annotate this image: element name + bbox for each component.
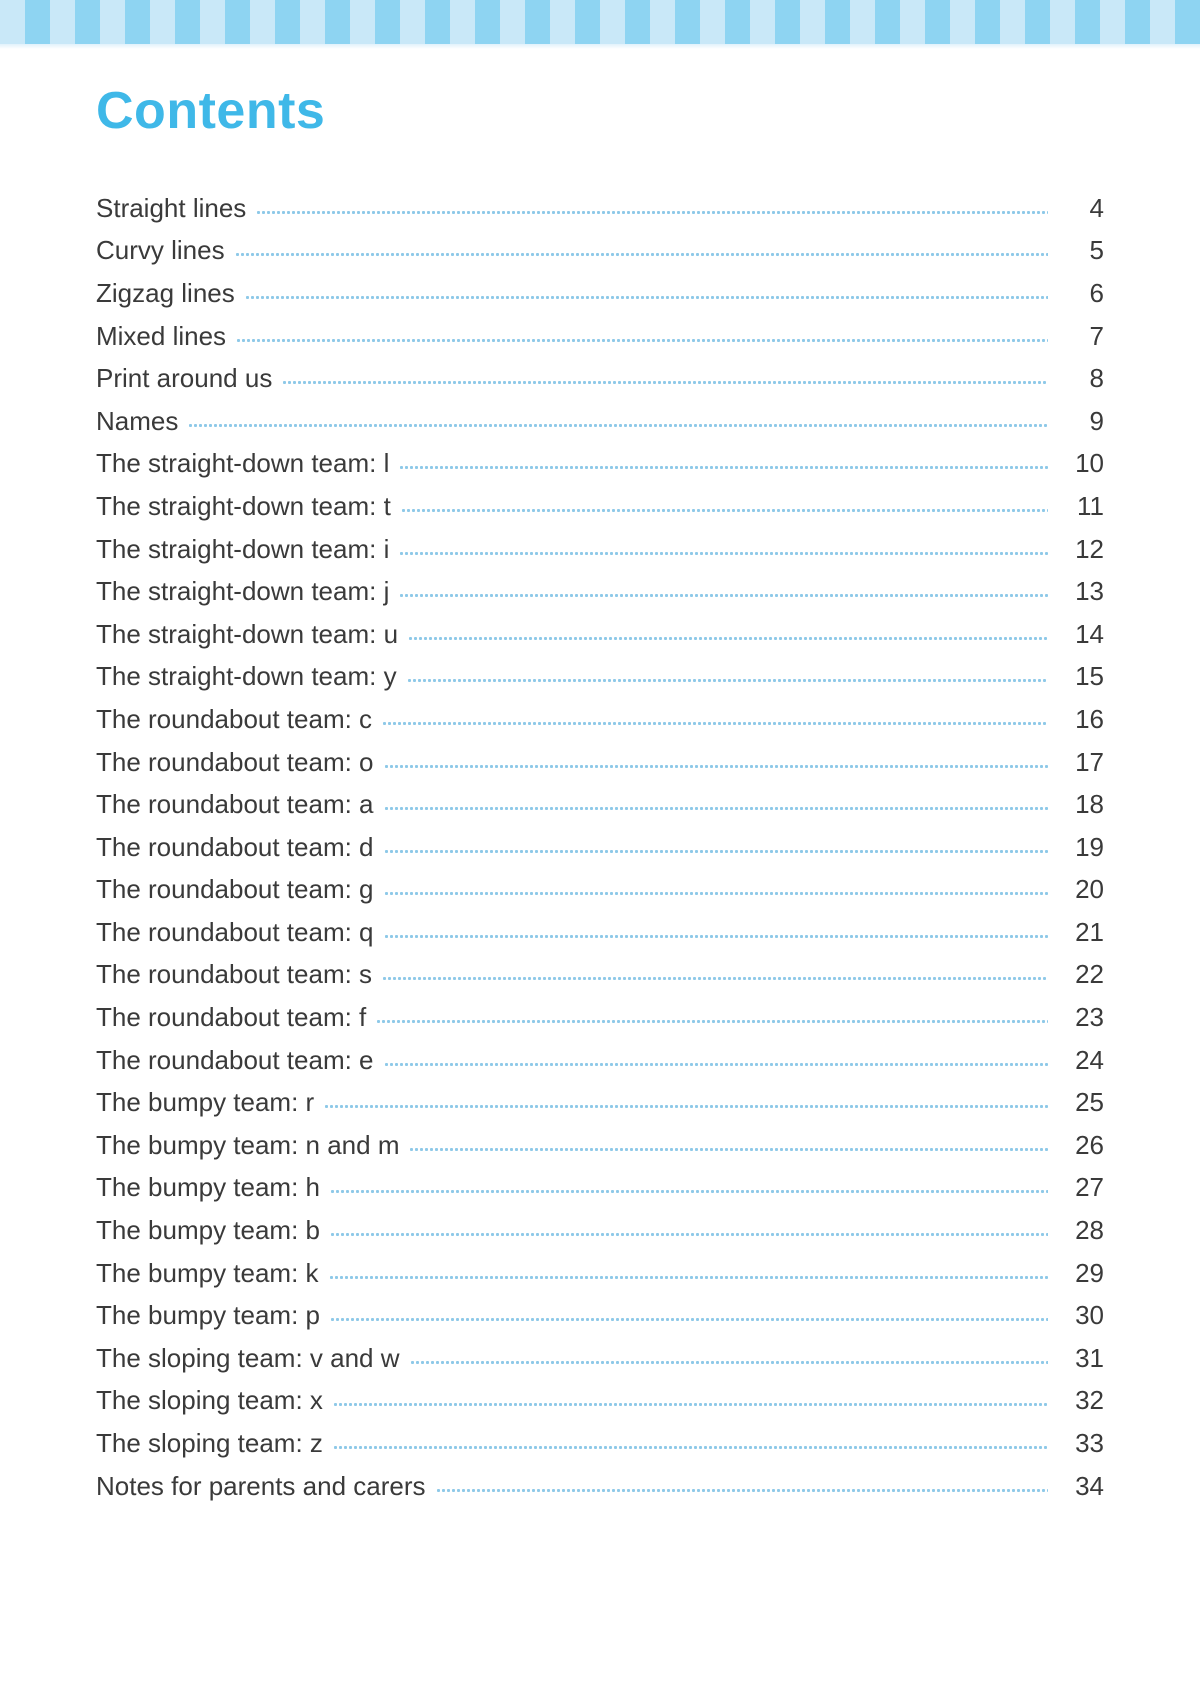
toc-entry-label: The bumpy team: h xyxy=(96,1172,320,1203)
toc-leader-dots xyxy=(407,679,1048,682)
toc-leader-dots xyxy=(408,637,1048,640)
toc-entry-label: The roundabout team: d xyxy=(96,831,374,862)
toc-entry[interactable] xyxy=(96,1032,1104,1075)
page-content xyxy=(0,49,1200,1697)
page-title: Contents xyxy=(96,82,326,140)
toc-entry-label: The roundabout team: s xyxy=(96,959,373,990)
toc-leader-dots xyxy=(235,253,1048,256)
toc-entry[interactable] xyxy=(96,1202,1104,1245)
toc-entry[interactable] xyxy=(96,1160,1104,1203)
toc-entry[interactable] xyxy=(96,1458,1104,1501)
toc-entry-label: Zigzag lines xyxy=(96,277,235,308)
toc-entry-page-number: 27 xyxy=(1075,1172,1104,1203)
toc-entry[interactable] xyxy=(96,564,1104,607)
toc-entry-label: Names xyxy=(96,405,179,436)
toc-entry[interactable] xyxy=(96,223,1104,266)
toc-entry[interactable] xyxy=(96,521,1104,564)
toc-leader-dots xyxy=(436,1489,1049,1492)
toc-entry[interactable] xyxy=(96,904,1104,947)
toc-leader-dots xyxy=(324,1105,1048,1108)
toc-entry-page-number: 28 xyxy=(1075,1215,1104,1246)
toc-entry-label: The bumpy team: n and m xyxy=(96,1129,400,1160)
toc-leader-dots xyxy=(245,296,1048,299)
toc-leader-dots xyxy=(384,765,1048,768)
toc-entry-page-number: 22 xyxy=(1075,959,1104,990)
toc-entry-label: The straight-down team: i xyxy=(96,533,390,564)
toc-entry-page-number: 15 xyxy=(1075,661,1104,692)
toc-leader-dots xyxy=(384,892,1048,895)
toc-entry[interactable] xyxy=(96,606,1104,649)
toc-entry-label: The straight-down team: j xyxy=(96,576,390,607)
toc-leader-dots xyxy=(236,339,1048,342)
toc-entry-page-number: 26 xyxy=(1075,1129,1104,1160)
toc-leader-dots xyxy=(333,1446,1048,1449)
toc-entry-label: The sloping team: x xyxy=(96,1385,323,1416)
toc-entry-page-number: 11 xyxy=(1077,490,1104,521)
toc-leader-dots xyxy=(330,1190,1048,1193)
toc-entry-page-number: 25 xyxy=(1075,1087,1104,1118)
toc-leader-dots xyxy=(399,594,1048,597)
toc-entry-page-number: 12 xyxy=(1075,533,1104,564)
toc-entry-page-number: 9 xyxy=(1089,405,1104,436)
toc-entry[interactable] xyxy=(96,478,1104,521)
toc-entry[interactable] xyxy=(96,393,1104,436)
toc-entry-label: The bumpy team: p xyxy=(96,1300,320,1331)
toc-entry[interactable] xyxy=(96,1245,1104,1288)
toc-entry-page-number: 30 xyxy=(1075,1300,1104,1331)
toc-entry-label: The straight-down team: l xyxy=(96,448,390,479)
toc-entry[interactable] xyxy=(96,819,1104,862)
toc-entry-page-number: 16 xyxy=(1075,703,1104,734)
toc-leader-dots xyxy=(384,935,1048,938)
toc-leader-dots xyxy=(382,977,1048,980)
toc-leader-dots xyxy=(382,722,1048,725)
toc-leader-dots xyxy=(384,807,1048,810)
toc-entry[interactable] xyxy=(96,691,1104,734)
toc-entry-label: Notes for parents and carers xyxy=(96,1470,426,1501)
toc-entry[interactable] xyxy=(96,989,1104,1032)
toc-entry-label: The straight-down team: u xyxy=(96,618,399,649)
toc-leader-dots xyxy=(256,211,1048,214)
toc-entry-page-number: 6 xyxy=(1089,277,1104,308)
toc-entry-page-number: 19 xyxy=(1075,831,1104,862)
toc-entry-page-number: 17 xyxy=(1075,746,1104,777)
toc-leader-dots xyxy=(330,1318,1048,1321)
toc-leader-dots xyxy=(409,1148,1048,1151)
toc-entry[interactable] xyxy=(96,1075,1104,1118)
toc-leader-dots xyxy=(384,850,1048,853)
toc-entry-label: The sloping team: v and w xyxy=(96,1342,400,1373)
toc-entry-label: Straight lines xyxy=(96,192,247,223)
toc-entry[interactable] xyxy=(96,734,1104,777)
toc-leader-dots xyxy=(333,1403,1048,1406)
toc-entry-page-number: 31 xyxy=(1075,1342,1104,1373)
toc-entry-label: The roundabout team: c xyxy=(96,703,373,734)
toc-entry-page-number: 8 xyxy=(1089,363,1104,394)
toc-entry[interactable] xyxy=(96,1288,1104,1331)
toc-entry-page-number: 24 xyxy=(1075,1044,1104,1075)
toc-entry-label: The roundabout team: e xyxy=(96,1044,374,1075)
toc-entry-label: The bumpy team: k xyxy=(96,1257,319,1288)
toc-entry[interactable] xyxy=(96,1117,1104,1160)
toc-entry-page-number: 34 xyxy=(1075,1470,1104,1501)
toc-entry-label: The straight-down team: t xyxy=(96,490,391,521)
toc-entry-page-number: 32 xyxy=(1075,1385,1104,1416)
toc-leader-dots xyxy=(399,552,1048,555)
toc-entry-page-number: 33 xyxy=(1075,1428,1104,1458)
toc-entry-page-number: 5 xyxy=(1089,235,1104,266)
toc-leader-dots xyxy=(399,466,1048,469)
toc-entry[interactable] xyxy=(96,436,1104,479)
toc-entry-page-number: 4 xyxy=(1089,192,1104,223)
table-of-contents xyxy=(96,180,1104,1500)
toc-entry[interactable] xyxy=(96,1415,1104,1458)
toc-entry-label: The roundabout team: q xyxy=(96,916,374,947)
toc-entry[interactable] xyxy=(96,1373,1104,1416)
toc-entry-page-number: 21 xyxy=(1075,916,1104,947)
decorative-striped-header xyxy=(0,0,1200,44)
toc-entry[interactable] xyxy=(96,351,1104,394)
toc-entry-label: The roundabout team: g xyxy=(96,874,374,905)
toc-entry-page-number: 18 xyxy=(1075,789,1104,820)
toc-entry-label: Mixed lines xyxy=(96,320,227,351)
toc-leader-dots xyxy=(330,1233,1048,1236)
toc-entry-label: The bumpy team: r xyxy=(96,1087,315,1118)
toc-leader-dots xyxy=(384,1063,1048,1066)
toc-leader-dots xyxy=(376,1020,1048,1023)
toc-entry-label: Print around us xyxy=(96,363,273,394)
toc-entry-label: The roundabout team: f xyxy=(96,1002,367,1033)
toc-entry[interactable] xyxy=(96,777,1104,820)
toc-entry[interactable] xyxy=(96,862,1104,905)
toc-entry-label: Curvy lines xyxy=(96,235,225,266)
toc-entry-page-number: 20 xyxy=(1075,874,1104,905)
toc-entry-page-number: 29 xyxy=(1075,1257,1104,1288)
toc-entry-page-number: 14 xyxy=(1075,618,1104,649)
toc-entry[interactable] xyxy=(96,308,1104,351)
toc-entry-page-number: 13 xyxy=(1075,576,1104,607)
toc-entry-page-number: 7 xyxy=(1089,320,1104,351)
toc-entry-label: The roundabout team: o xyxy=(96,746,374,777)
toc-entry[interactable] xyxy=(96,649,1104,692)
toc-leader-dots xyxy=(329,1276,1048,1279)
toc-entry-page-number: 10 xyxy=(1075,448,1104,479)
toc-entry-label: The sloping team: z xyxy=(96,1428,323,1458)
toc-leader-dots xyxy=(282,381,1048,384)
toc-entry-page-number: 23 xyxy=(1075,1002,1104,1033)
toc-entry[interactable] xyxy=(96,1330,1104,1373)
toc-entry-label: The roundabout team: a xyxy=(96,789,374,820)
toc-entry-label: The bumpy team: b xyxy=(96,1215,320,1246)
toc-entry[interactable] xyxy=(96,180,1104,223)
toc-leader-dots xyxy=(410,1361,1049,1364)
toc-entry-label: The straight-down team: y xyxy=(96,661,397,692)
toc-leader-dots xyxy=(188,424,1048,427)
toc-entry[interactable] xyxy=(96,265,1104,308)
toc-leader-dots xyxy=(401,509,1048,512)
toc-entry[interactable] xyxy=(96,947,1104,990)
